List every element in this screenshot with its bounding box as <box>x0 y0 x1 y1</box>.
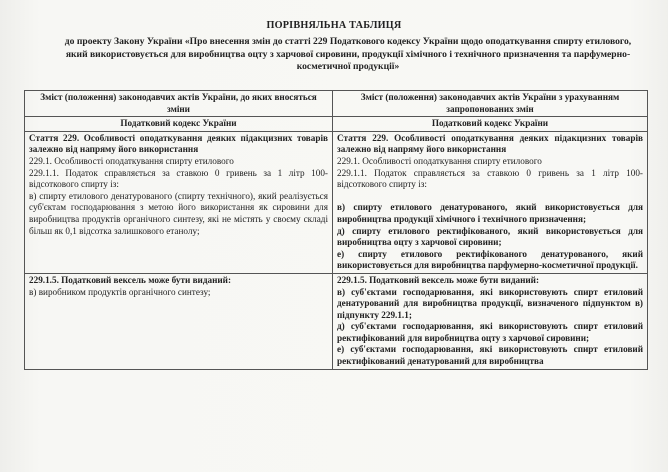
comparison-table <box>24 90 648 370</box>
cell-paragraph: 229.1.1. Податок справляється за ставкою 0 гривень за 1 літр 100-відсоткового спирту із: <box>29 167 328 190</box>
cell-paragraph: в) спирту етилового денатурованого (спирту технічного), який реалізується суб'єктам господарювання з метою його використання як сировини для виробництва продуктів органічного синтезу, які не містять у своєму складі більш як 0,1 відсотка залишкового етанолу; <box>29 190 328 236</box>
table-row <box>25 273 648 369</box>
cell-paragraph: в) виробником продуктів органічного синтезу; <box>29 286 211 297</box>
table-header-row <box>25 91 648 117</box>
subheader-code-current: Податковий кодекс України <box>25 117 333 132</box>
cell-paragraph: Стаття 229. Особливості оподаткування деяких підакцизних товарів залежно від напряму його використання <box>29 132 328 155</box>
cell-proposed-229-1-5 <box>333 273 648 369</box>
cell-proposed-article-229 <box>333 131 648 273</box>
cell-paragraph <box>337 191 643 203</box>
cell-paragraph: 229.1.5. Податковий вексель може бути виданий: <box>337 274 540 285</box>
cell-paragraph: 229.1.1. Податок справляється за ставкою 0 гривень за 1 літр 100-відсоткового спирту із: <box>337 167 643 190</box>
cell-paragraph: 229.1. Особливості оподаткування спирту етилового <box>337 155 542 166</box>
column-header-proposed: Зміст (положення) законодавчих актів України з урахуванням запропонованих змін <box>333 91 648 117</box>
cell-paragraph: 229.1.5. Податковий вексель може бути виданий: <box>29 274 232 285</box>
cell-paragraph: 229.1. Особливості оподаткування спирту етилового <box>29 155 234 166</box>
subheader-code-proposed: Податковий кодекс України <box>333 117 648 132</box>
document-title: ПОРІВНЯЛЬНА ТАБЛИЦЯ <box>266 20 402 31</box>
table-subheader-row <box>25 117 648 132</box>
cell-current-article-229 <box>25 131 333 273</box>
cell-paragraph: е) спирту етилового ректифікованого денатурованого, який використовується для виробництва парфумерно-косметичної продукції. <box>337 248 643 271</box>
cell-paragraph: в) спирту етилового денатурованого, який використовується для виробництва продукції хімічного і технічного призначення; <box>337 202 643 224</box>
cell-paragraph: д) спирту етилового ректифікованого, який використовується для виробництва оцту з харчової сировини; <box>337 225 643 248</box>
cell-paragraph: Стаття 229. Особливості оподаткування деяких підакцизних товарів залежно від напряму його використання <box>337 132 643 155</box>
cell-current-229-1-5 <box>25 273 333 369</box>
table-row <box>25 131 648 273</box>
cell-paragraph: в) суб'єктами господарювання, які використовують спирт етиловий денатурований для виробництва продукції, визначеного підпунктом в) підпункту 229.1.1; <box>337 286 643 320</box>
column-header-current: Зміст (положення) законодавчих актів України, до яких вносяться зміни <box>25 91 333 117</box>
document-subtitle: до проекту Закону України «Про внесення змін до статті 229 Податкового кодексу України щодо оподаткування спирту етилового, який використовується для виробництва оцту з харчової сировини, продукції хімічного і технічного призначення та парфумерно-косметичної продукції» <box>64 36 632 72</box>
cell-paragraph: е) суб'єктами господарювання, які використовують спирт етиловий ректифікований денатурований для виробництва <box>337 344 643 367</box>
cell-paragraph: д) суб'єктами господарювання, які використовують спирт етиловий ректифікований для виробництва оцту з харчової сировини; <box>337 321 643 343</box>
